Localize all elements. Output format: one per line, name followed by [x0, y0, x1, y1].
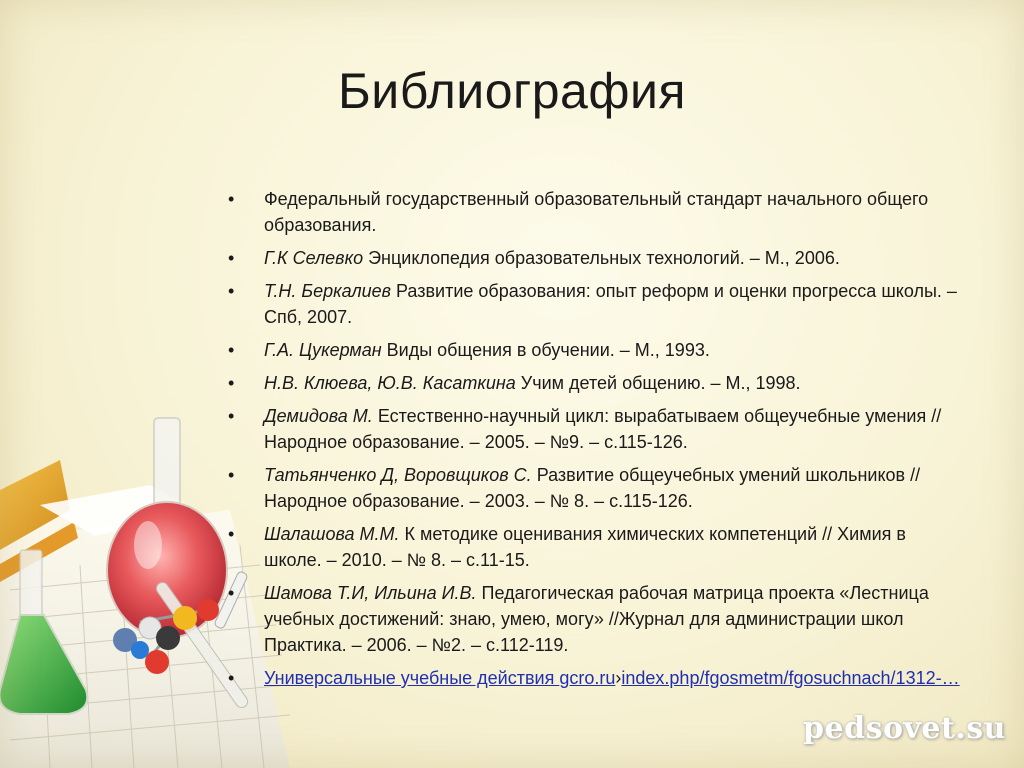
- bibliography-item: [220, 462, 960, 514]
- bibliography-item: [220, 370, 960, 396]
- bullet: •: [228, 406, 235, 426]
- bibliography-list: [220, 186, 960, 698]
- watermark-logo: pedsovet.su: [803, 711, 1006, 746]
- bullet: •: [228, 524, 235, 544]
- bullet: •: [228, 189, 235, 209]
- bibliography-item: [220, 521, 960, 573]
- item-text: Развитие образования: опыт реформ и оценки прогресса школы. – Спб, 2007.: [264, 281, 957, 327]
- bibliography-item: [220, 337, 960, 363]
- bullet: •: [228, 668, 235, 688]
- item-author: Н.В. Клюева, Ю.В. Касаткина: [264, 373, 516, 393]
- item-author: Г.А. Цукерман: [264, 340, 382, 360]
- item-author: Демидова М.: [264, 406, 373, 426]
- item-text: Учим детей общению. – М., 1998.: [515, 373, 801, 393]
- bibliography-item: [220, 186, 960, 238]
- bullet: •: [228, 465, 235, 485]
- bibliography-item: [220, 245, 960, 271]
- flask-highlight: [134, 521, 162, 569]
- bullet: •: [228, 583, 235, 603]
- item-text: К методике оценивания химических компетенций // Химия в школе. – 2010. – № 8. – с.11-15.: [264, 524, 906, 570]
- bibliography-item: [220, 403, 960, 455]
- link-fgos-page[interactable]: index.php/fgosmetm/fgosuchnach/1312-…: [621, 668, 960, 688]
- bibliography-item: [220, 278, 960, 330]
- green-flask-neck: [20, 550, 42, 620]
- item-text: Энциклопедия образовательных технологий. – М., 2006.: [363, 248, 840, 268]
- item-text: Федеральный государственный образовательный стандарт начального общего образования.: [264, 189, 929, 235]
- bullet: •: [228, 373, 235, 393]
- item-author: Шамова Т.И, Ильина И.В.: [264, 583, 477, 603]
- bibliography-item: [220, 580, 960, 658]
- slide-title: Библиография: [337, 63, 687, 119]
- item-text: Естественно-научный цикл: вырабатываем общеучебные умения // Народное образование. – 2005. – №9. – с.115-126.: [264, 406, 942, 452]
- item-author: Шалашова М.М.: [264, 524, 400, 544]
- flask-neck: [154, 418, 180, 510]
- bullet: •: [228, 281, 235, 301]
- bibliography-item-links: [220, 665, 960, 691]
- item-author: Татьянченко Д, Воровщиков С.: [264, 465, 532, 485]
- bullet: •: [228, 340, 235, 360]
- link-separator: ›: [615, 668, 622, 688]
- item-text: Развитие общеучебных умений школьников //Народное образование. – 2003. – № 8. – с.115-126.: [264, 465, 921, 511]
- link-gcro[interactable]: gcro.ru: [559, 668, 616, 688]
- link-universal-learning-actions[interactable]: Универсальные учебные действия: [264, 668, 560, 688]
- item-author: Г.К Селевко: [264, 248, 364, 268]
- item-author: Т.Н. Беркалиев: [264, 281, 392, 301]
- bullet: •: [228, 248, 235, 268]
- item-text: Виды общения в обучении. – М., 1993.: [381, 340, 710, 360]
- item-text: Педагогическая рабочая матрица проекта «Лестница учебных достижений: знаю, умею, могу» //Журнал для администрации школ Практика. – 2006. – №2. – с.112-119.: [264, 583, 929, 655]
